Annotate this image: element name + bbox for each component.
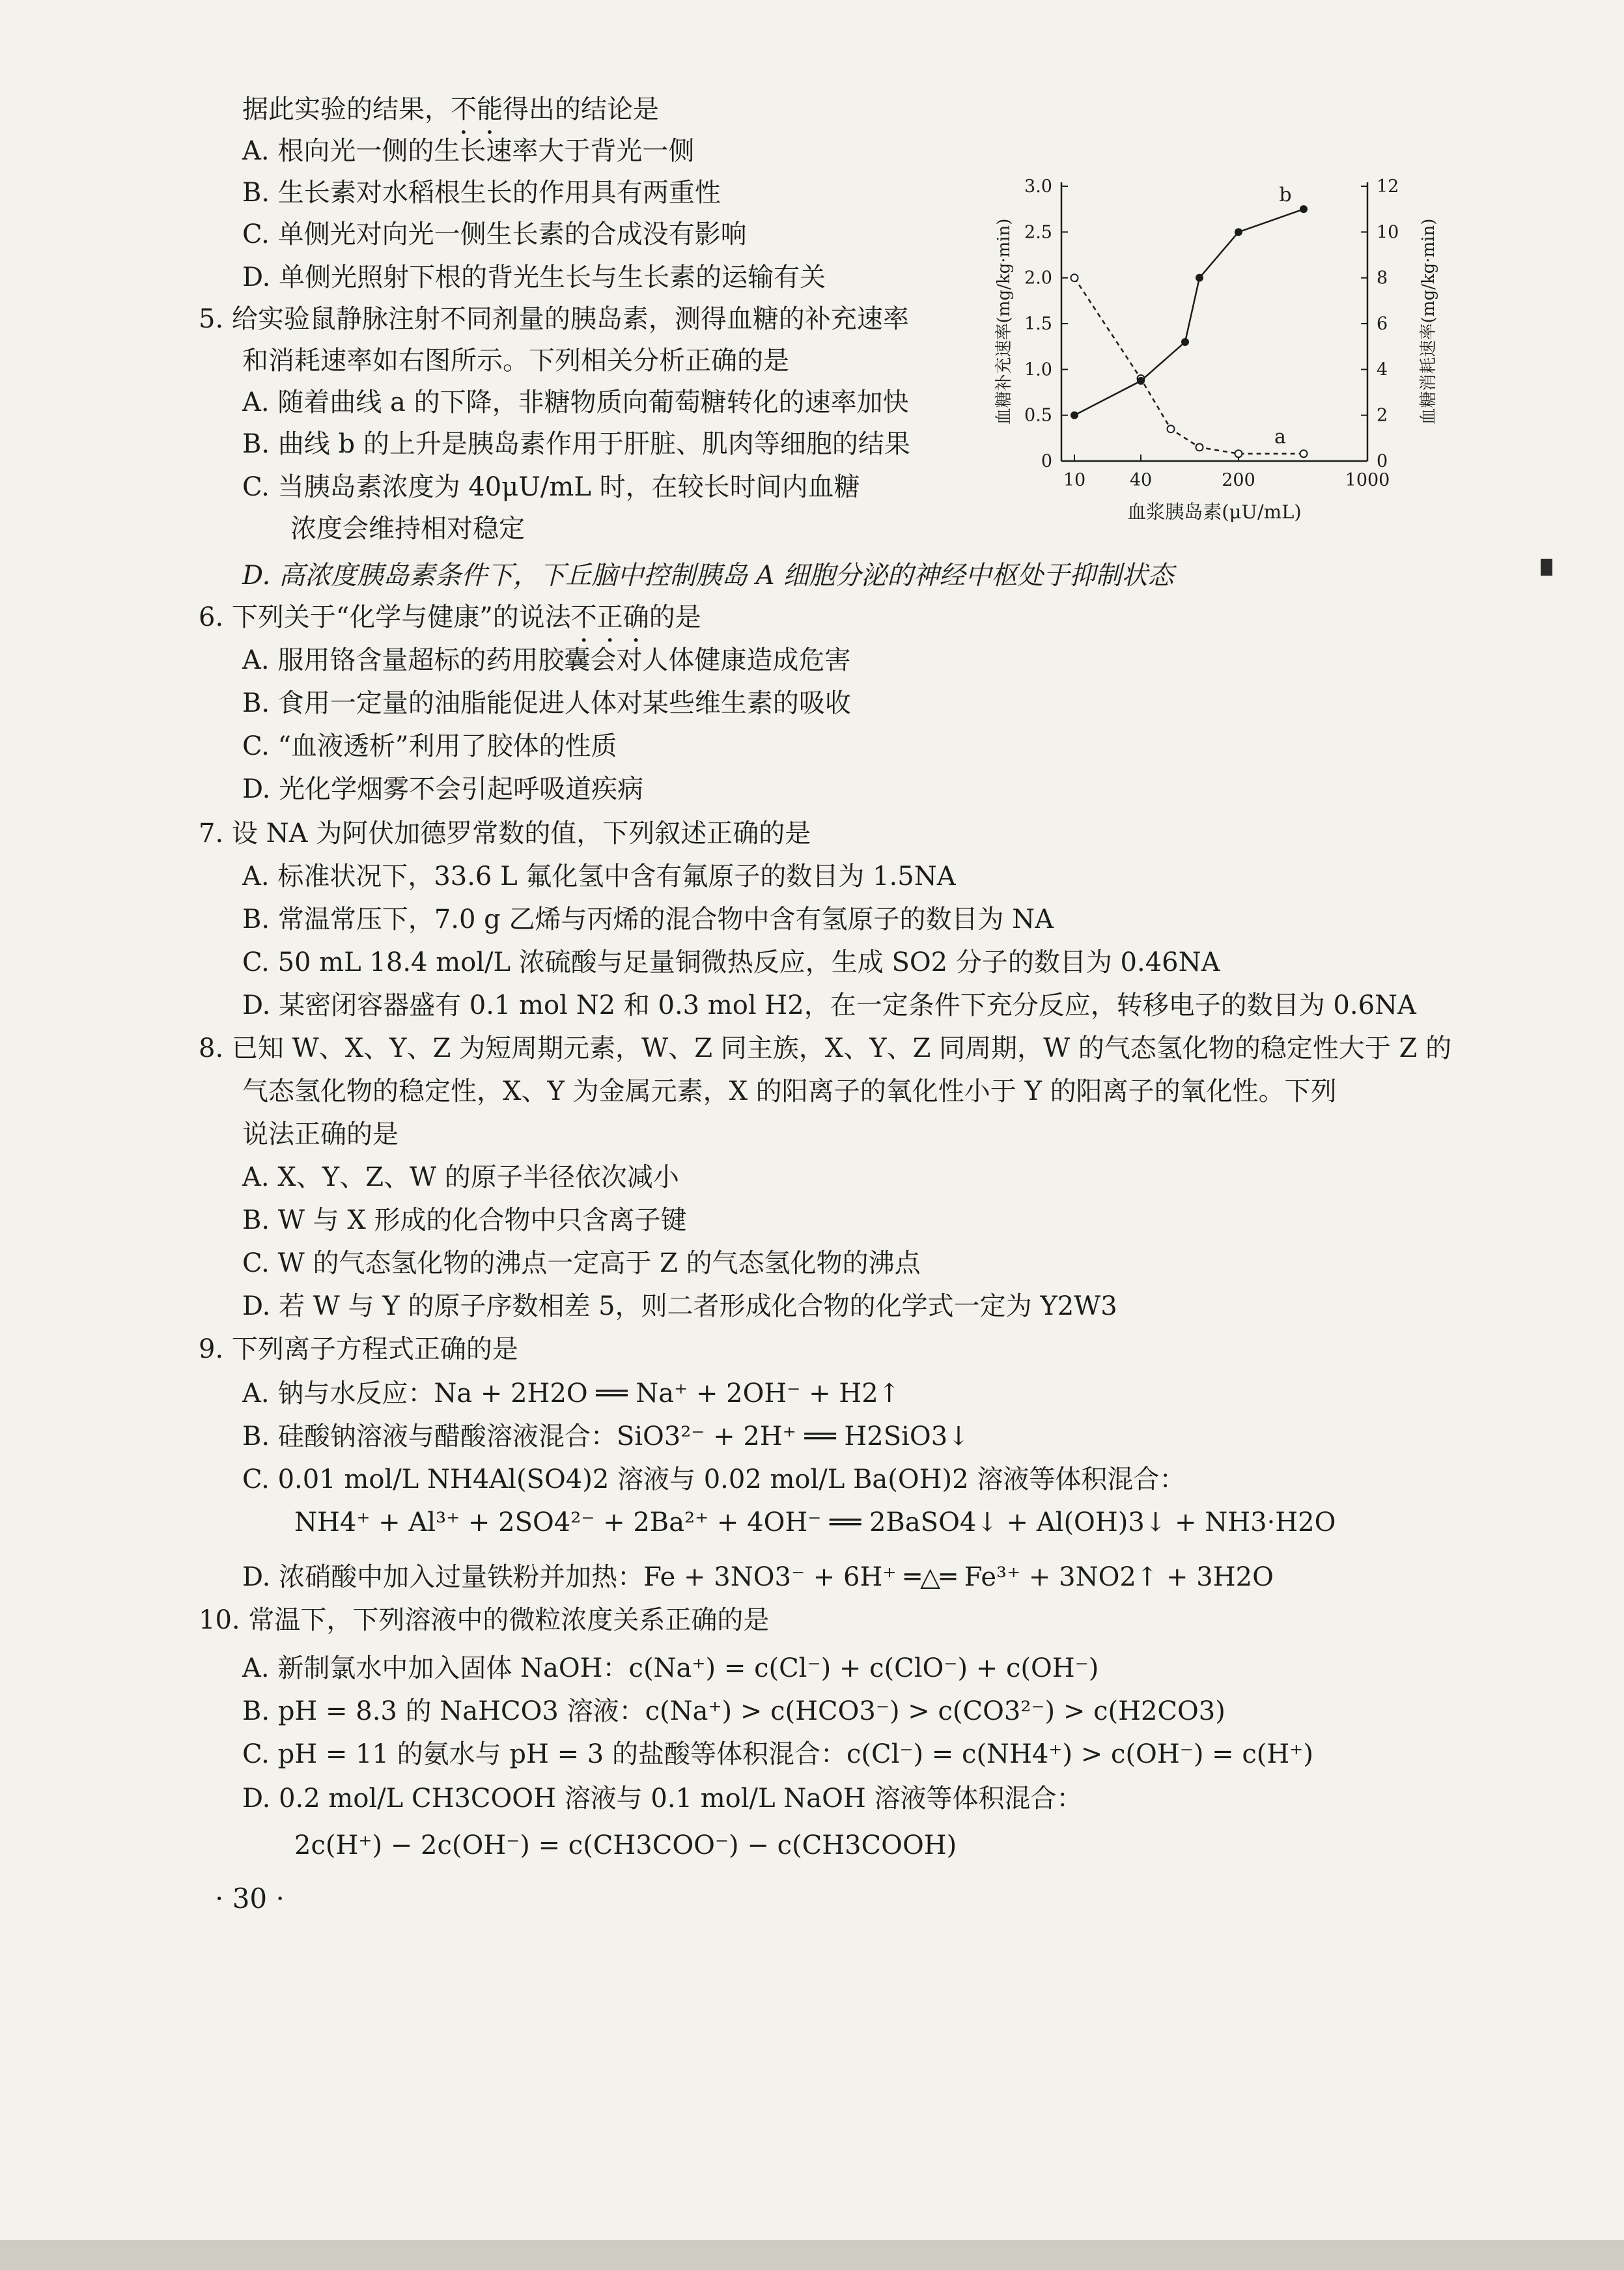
- q6-option-b: B. 食用一定量的油脂能促进人体对某些维生素的吸收: [242, 688, 851, 718]
- q6-stem: 6. 下列关于“化学与健康”的说法不正确的是: [199, 602, 701, 632]
- q5-stem: 5. 给实验鼠静脉注射不同剂量的胰岛素，测得血糖的补充速率: [199, 304, 909, 334]
- q5-option-a: A. 随着曲线 a 的下降，非糖物质向葡萄糖转化的速率加快: [242, 387, 909, 417]
- left-tick-label: 3.0: [1024, 176, 1052, 197]
- q10-option-d: D. 0.2 mol/L CH3COOH 溶液与 0.1 mol/L NaOH 溶液等体积混合：: [242, 1784, 1083, 1814]
- q4-stem-tail: 据此实验的结果，不能得出的结论是: [242, 94, 659, 124]
- q7-option-d: D. 某密闭容器盛有 0.1 mol N2 和 0.3 mol H2，在一定条件下充分反应，转移电子的数目为 0.6NA: [242, 990, 1416, 1020]
- left-tick-label: 0.5: [1024, 405, 1052, 426]
- left-tick-label: 2.5: [1024, 222, 1052, 243]
- q5-option-d: D. 高浓度胰岛素条件下，下丘脑中控制胰岛 A 细胞分泌的神经中枢处于抑制状态: [242, 561, 1174, 591]
- q7-option-a: A. 标准状况下，33.6 L 氟化氢中含有氟原子的数目为 1.5NA: [242, 862, 956, 891]
- emphasis-mark-text: 不能: [451, 94, 503, 124]
- q6-option-d: D. 光化学烟雾不会引起呼吸道疾病: [242, 774, 644, 804]
- q6-option-c: C. “血液透析”利用了胶体的性质: [242, 731, 617, 761]
- left-axis-title: 血糖补充速率(mg/kg·min): [994, 218, 1014, 425]
- series-label-b: b: [1279, 184, 1292, 207]
- right-tick-label: 10: [1377, 222, 1399, 243]
- left-tick-label: 2.0: [1024, 268, 1052, 288]
- right-axis-title: 血糖消耗速率(mg/kg·min): [1419, 218, 1438, 425]
- series-point-a: [1235, 450, 1242, 457]
- q10-option-a: A. 新制氯水中加入固体 NaOH：c(Na⁺) = c(Cl⁻) + c(ClO⁻) + c(OH⁻): [242, 1653, 1099, 1683]
- q5-option-c: C. 当胰岛素浓度为 40μU/mL 时，在较长时间内血糖: [242, 472, 860, 502]
- q6-option-a: A. 服用铬含量超标的药用胶囊会对人体健康造成危害: [242, 645, 851, 675]
- page-number: · 30 ·: [215, 1883, 285, 1914]
- q8-stem-cont2: 说法正确的是: [242, 1119, 399, 1149]
- q5-option-b: B. 曲线 b 的上升是胰岛素作用于肝脏、肌肉等细胞的结果: [242, 429, 910, 459]
- x-tick-label: 40: [1129, 470, 1153, 490]
- right-tick-label: 12: [1377, 176, 1399, 197]
- series-point-b: [1071, 412, 1078, 419]
- chart-axes: [1061, 182, 1367, 461]
- right-tick-label: 8: [1377, 268, 1388, 288]
- q9-option-d: D. 浓硝酸中加入过量铁粉并加热：Fe + 3NO3⁻ + 6H⁺ ═△═ Fe³⁺ + 3NO2↑ + 3H2O: [242, 1562, 1274, 1592]
- q10-option-c: C. pH = 11 的氨水与 pH = 3 的盐酸等体积混合：c(Cl⁻) = c(NH4⁺) > c(OH⁻) = c(H⁺): [242, 1739, 1313, 1769]
- series-point-b: [1300, 205, 1308, 213]
- q5-option-c-cont: 浓度会维持相对稳定: [290, 514, 525, 544]
- scan-bottom-strip: [0, 2240, 1624, 2270]
- chart-series: [1071, 184, 1308, 457]
- q8-stem-cont: 气态氢化物的稳定性，X、Y 为金属元素，X 的阳离子的氧化性小于 Y 的阳离子的氧化性。下列: [242, 1076, 1337, 1106]
- left-tick-label: 1.0: [1024, 359, 1052, 380]
- q9-option-c: C. 0.01 mol/L NH4Al(SO4)2 溶液与 0.02 mol/L Ba(OH)2 溶液等体积混合：: [242, 1464, 1186, 1494]
- q8-option-c: C. W 的气态氢化物的沸点一定高于 Z 的气态氢化物的沸点: [242, 1248, 921, 1278]
- series-label-a: a: [1274, 425, 1286, 449]
- x-tick-label: 200: [1222, 470, 1255, 490]
- x-axis-title: 血浆胰岛素(μU/mL): [1127, 501, 1302, 523]
- q8-option-a: A. X、Y、Z、W 的原子半径依次减小: [242, 1162, 679, 1192]
- right-tick-label: 6: [1377, 314, 1388, 334]
- left-tick-label: 0: [1041, 451, 1052, 471]
- q4-option-c: C. 单侧光对向光一侧生长素的合成没有影响: [242, 219, 747, 249]
- left-tick-label: 1.5: [1024, 314, 1052, 334]
- right-tick-label: 4: [1377, 359, 1388, 380]
- series-line-b: [1074, 209, 1304, 415]
- series-point-b: [1235, 228, 1242, 236]
- q7-option-c: C. 50 mL 18.4 mol/L 浓硫酸与足量铜微热反应，生成 SO2 分子的数目为 0.46NA: [242, 947, 1220, 977]
- q9-option-a: A. 钠与水反应：Na + 2H2O ══ Na⁺ + 2OH⁻ + H2↑: [242, 1379, 901, 1408]
- q9-option-c-equation: NH4⁺ + Al³⁺ + 2SO4²⁻ + 2Ba²⁺ + 4OH⁻ ══ 2BaSO4↓ + Al(OH)3↓ + NH3·H2O: [294, 1507, 1336, 1537]
- q10-option-d-equation: 2c(H⁺) − 2c(OH⁻) = c(CH3COO⁻) − c(CH3COOH): [294, 1830, 957, 1860]
- q8-option-b: B. W 与 X 形成的化合物中只含离子键: [242, 1205, 687, 1235]
- q10-option-b: B. pH = 8.3 的 NaHCO3 溶液：c(Na⁺) > c(HCO3⁻) > c(CO3²⁻) > c(H2CO3): [242, 1696, 1225, 1726]
- chart-ticks: [1024, 176, 1399, 490]
- q8-option-d: D. 若 W 与 Y 的原子序数相差 5，则二者形成化合物的化学式一定为 Y2W3: [242, 1291, 1117, 1321]
- q9-stem: 9. 下列离子方程式正确的是: [199, 1334, 518, 1364]
- series-point-a: [1168, 425, 1175, 432]
- q5-stem-cont: 和消耗速率如右图所示。下列相关分析正确的是: [242, 346, 789, 376]
- right-tick-label: 0: [1377, 451, 1388, 471]
- q10-stem: 10. 常温下，下列溶液中的微粒浓度关系正确的是: [199, 1605, 770, 1635]
- series-point-a: [1300, 450, 1308, 457]
- q9-option-b: B. 硅酸钠溶液与醋酸溶液混合：SiO3²⁻ + 2H⁺ ══ H2SiO3↓: [242, 1422, 970, 1451]
- q7-option-b: B. 常温常压下，7.0 g 乙烯与丙烯的混合物中含有氢原子的数目为 NA: [242, 904, 1054, 934]
- series-line-a: [1074, 278, 1304, 454]
- q8-stem: 8. 已知 W、X、Y、Z 为短周期元素，W、Z 同主族，X、Y、Z 同周期，W 的气态氢化物的稳定性大于 Z 的: [199, 1033, 1452, 1063]
- series-point-a: [1196, 443, 1203, 451]
- q4-option-d: D. 单侧光照射下根的背光生长与生长素的运输有关: [242, 262, 826, 292]
- x-tick-label: 1000: [1345, 470, 1390, 490]
- x-tick-label: 10: [1063, 470, 1086, 490]
- q4-option-b: B. 生长素对水稻根生长的作用具有两重性: [242, 178, 721, 208]
- series-point-a: [1071, 274, 1078, 281]
- series-point-b: [1181, 338, 1189, 346]
- insulin-chart: [990, 168, 1446, 539]
- scan-edge-mark: [1541, 559, 1552, 576]
- right-tick-label: 2: [1377, 405, 1388, 426]
- q7-stem: 7. 设 NA 为阿伏加德罗常数的值，下列叙述正确的是: [199, 819, 811, 848]
- emphasis-mark-text: 不正确: [570, 602, 649, 632]
- series-point-b: [1137, 377, 1145, 385]
- series-point-b: [1196, 274, 1203, 282]
- q4-option-a: A. 根向光一侧的生长速率大于背光一侧: [242, 136, 695, 166]
